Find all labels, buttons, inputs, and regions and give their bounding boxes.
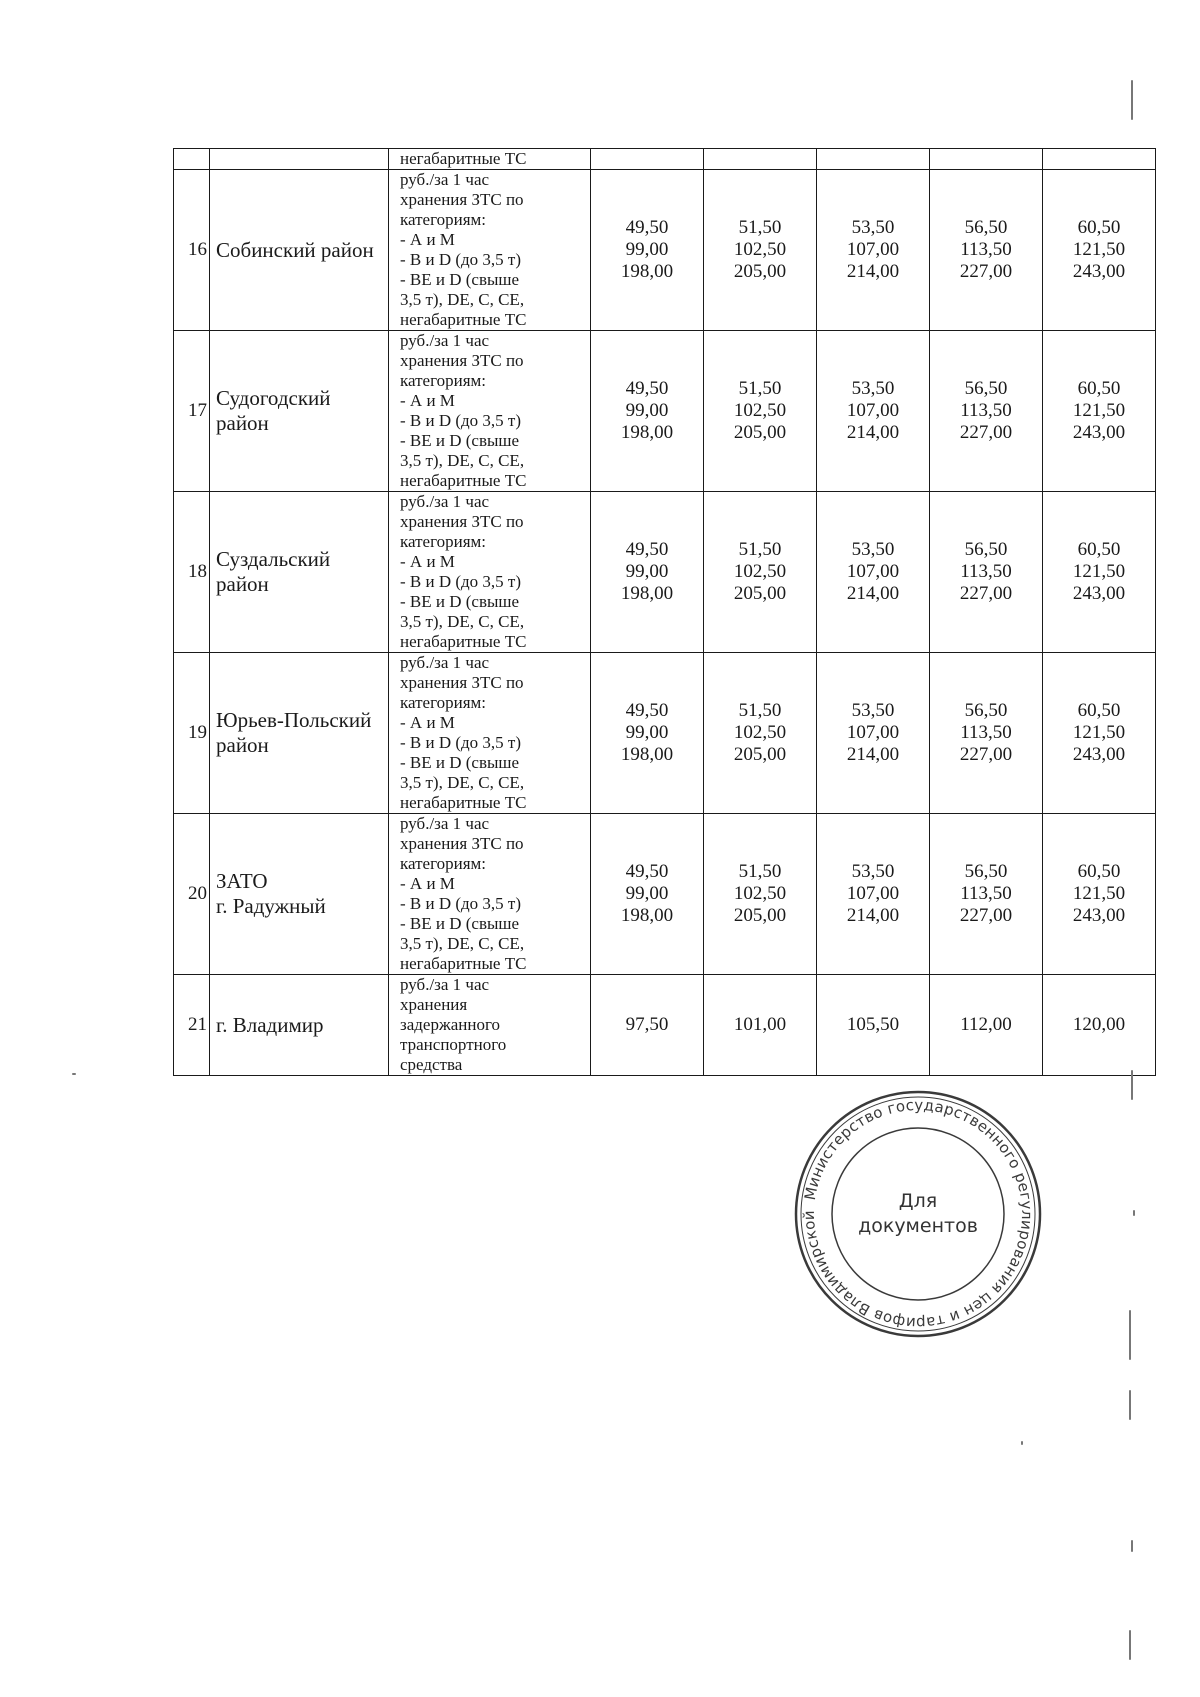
price-value: 107,00 xyxy=(846,561,900,582)
unit-line: хранения ЗТС по xyxy=(400,673,524,692)
price-value: 51,50 xyxy=(738,861,782,882)
district-name-line: г. Владимир xyxy=(216,1012,324,1037)
scan-speck xyxy=(1131,80,1133,120)
price-value: 99,00 xyxy=(625,239,669,260)
unit-line: - ВЕ и D (свыше xyxy=(400,270,520,289)
price-value: 99,00 xyxy=(625,883,669,904)
unit-line: хранения xyxy=(400,995,468,1014)
value-cell xyxy=(591,331,704,492)
price-value: 113,50 xyxy=(960,561,1012,582)
unit-line: задержанного xyxy=(400,1015,500,1034)
value-cell xyxy=(1043,653,1156,814)
unit-line: руб./за 1 час xyxy=(400,975,490,994)
price-value: 227,00 xyxy=(959,744,1013,765)
value-cell xyxy=(817,653,930,814)
price-value: 56,50 xyxy=(964,217,1008,238)
unit-line: транспортного xyxy=(400,1035,507,1054)
unit-line: негабаритные ТС xyxy=(400,471,527,490)
unit-line: - А и М xyxy=(400,552,455,571)
price-value: 102,50 xyxy=(733,239,787,260)
price-value: 227,00 xyxy=(959,261,1013,282)
stamp-ring-text: Министерство государственного регулирования цен и тарифов Владимирской xyxy=(799,1095,1037,1333)
row-number-cell: 16 xyxy=(174,170,210,331)
tariff-table xyxy=(173,148,1156,1076)
unit-line: руб./за 1 час xyxy=(400,814,490,833)
scan-speck xyxy=(1131,1070,1133,1100)
scan-speck xyxy=(72,1073,76,1075)
unit-line: категориям: xyxy=(400,210,487,229)
unit-line: руб./за 1 час xyxy=(400,170,490,189)
row-number-cell: 19 xyxy=(174,653,210,814)
price-value: 243,00 xyxy=(1072,422,1126,443)
price-value: 99,00 xyxy=(625,561,669,582)
district-cell xyxy=(210,492,389,653)
unit-line: - В и D (до 3,5 т) xyxy=(400,894,522,913)
stamp-center-text xyxy=(793,1189,1043,1239)
unit-line: руб./за 1 час xyxy=(400,492,490,511)
district-name-line: район xyxy=(216,572,269,596)
unit-cell xyxy=(389,814,591,975)
price-value: 107,00 xyxy=(846,722,900,743)
official-stamp xyxy=(793,1089,1043,1339)
unit-line: негабаритные ТС xyxy=(400,632,527,651)
price-value: 120,00 xyxy=(1072,1014,1126,1035)
value-cell xyxy=(930,975,1043,1076)
price-value: 243,00 xyxy=(1072,583,1126,604)
district-cell xyxy=(210,331,389,492)
price-value: 51,50 xyxy=(738,539,782,560)
price-value: 113,50 xyxy=(960,883,1012,904)
unit-line: средства xyxy=(400,1055,463,1074)
price-value: 102,50 xyxy=(733,883,787,904)
price-value: 105,50 xyxy=(846,1014,900,1035)
unit-line: - А и М xyxy=(400,874,455,893)
unit-cell xyxy=(389,149,591,170)
value-cell xyxy=(817,149,930,170)
unit-line: хранения ЗТС по xyxy=(400,190,524,209)
value-cell xyxy=(930,814,1043,975)
scan-speck xyxy=(1129,1390,1131,1420)
unit-line: - В и D (до 3,5 т) xyxy=(400,572,522,591)
unit-line: - А и М xyxy=(400,713,455,732)
unit-line: хранения ЗТС по xyxy=(400,834,524,853)
price-value: 49,50 xyxy=(625,217,669,238)
unit-line: - А и М xyxy=(400,230,455,249)
unit-line: 3,5 т), DE, C, CE, xyxy=(400,934,525,953)
price-value: 214,00 xyxy=(846,905,900,926)
value-cell xyxy=(817,492,930,653)
price-value: 205,00 xyxy=(733,905,787,926)
unit-line: руб./за 1 час xyxy=(400,653,490,672)
price-value: 56,50 xyxy=(964,539,1008,560)
unit-line: - ВЕ и D (свыше xyxy=(400,592,520,611)
value-cell xyxy=(817,331,930,492)
district-name-line: Юрьев-Польский xyxy=(216,708,372,732)
price-value: 227,00 xyxy=(959,583,1013,604)
table-row xyxy=(174,492,1156,653)
price-value: 99,00 xyxy=(625,400,669,421)
unit-line: категориям: xyxy=(400,693,487,712)
district-cell xyxy=(210,653,389,814)
unit-cell xyxy=(389,975,591,1076)
row-number-cell xyxy=(174,149,210,170)
price-value: 107,00 xyxy=(846,400,900,421)
unit-cell xyxy=(389,492,591,653)
value-cell xyxy=(1043,149,1156,170)
value-cell xyxy=(591,653,704,814)
table-row xyxy=(174,975,1156,1076)
value-cell xyxy=(1043,170,1156,331)
value-cell xyxy=(930,331,1043,492)
price-value: 60,50 xyxy=(1077,700,1121,721)
price-value: 214,00 xyxy=(846,422,900,443)
price-value: 243,00 xyxy=(1072,744,1126,765)
district-name-line: ЗАТО xyxy=(216,869,268,893)
value-cell xyxy=(817,975,930,1076)
value-cell xyxy=(817,170,930,331)
price-value: 56,50 xyxy=(964,700,1008,721)
price-value: 51,50 xyxy=(738,217,782,238)
price-value: 113,50 xyxy=(960,400,1012,421)
value-cell xyxy=(1043,975,1156,1076)
price-value: 107,00 xyxy=(846,883,900,904)
row-number-cell: 18 xyxy=(174,492,210,653)
price-value: 60,50 xyxy=(1077,539,1121,560)
price-value: 205,00 xyxy=(733,422,787,443)
district-name-line: Суздальский xyxy=(216,547,331,571)
scan-speck xyxy=(1129,1630,1131,1660)
price-value: 198,00 xyxy=(620,422,674,443)
district-cell xyxy=(210,170,389,331)
price-value: 205,00 xyxy=(733,744,787,765)
scan-speck xyxy=(1021,1441,1023,1445)
district-name-line: район xyxy=(216,733,269,757)
value-cell xyxy=(591,170,704,331)
value-cell xyxy=(704,814,817,975)
price-value: 102,50 xyxy=(733,400,787,421)
price-value: 107,00 xyxy=(846,239,900,260)
price-value: 53,50 xyxy=(851,700,895,721)
scan-speck xyxy=(1133,1210,1135,1216)
unit-line: - В и D (до 3,5 т) xyxy=(400,411,522,430)
price-value: 121,50 xyxy=(1072,400,1126,421)
price-value: 49,50 xyxy=(625,700,669,721)
row-number-cell: 17 xyxy=(174,331,210,492)
table-row xyxy=(174,814,1156,975)
value-cell xyxy=(930,149,1043,170)
price-value: 121,50 xyxy=(1072,722,1126,743)
row-number-cell: 21 xyxy=(174,975,210,1076)
price-value: 102,50 xyxy=(733,722,787,743)
price-value: 113,50 xyxy=(960,722,1012,743)
value-cell xyxy=(704,653,817,814)
value-cell xyxy=(591,492,704,653)
price-value: 60,50 xyxy=(1077,378,1121,399)
unit-line: руб./за 1 час xyxy=(400,331,490,350)
price-value: 214,00 xyxy=(846,261,900,282)
value-cell xyxy=(591,149,704,170)
price-value: 56,50 xyxy=(964,861,1008,882)
price-value: 97,50 xyxy=(625,1014,669,1035)
value-cell xyxy=(704,331,817,492)
price-value: 214,00 xyxy=(846,583,900,604)
value-cell xyxy=(704,149,817,170)
unit-line: негабаритные ТС xyxy=(400,954,527,973)
price-value: 121,50 xyxy=(1072,883,1126,904)
price-value: 198,00 xyxy=(620,583,674,604)
price-value: 51,50 xyxy=(738,700,782,721)
district-name-line: Судогодский xyxy=(216,386,331,410)
district-cell xyxy=(210,975,389,1076)
unit-line: негабаритные ТС xyxy=(400,149,527,168)
price-value: 113,50 xyxy=(960,239,1012,260)
stamp-line: Для xyxy=(898,1190,938,1212)
price-value: 121,50 xyxy=(1072,561,1126,582)
unit-line: 3,5 т), DE, C, CE, xyxy=(400,612,525,631)
unit-line: негабаритные ТС xyxy=(400,310,527,329)
unit-line: негабаритные ТС xyxy=(400,793,527,812)
unit-line: - В и D (до 3,5 т) xyxy=(400,250,522,269)
price-value: 56,50 xyxy=(964,378,1008,399)
unit-line: 3,5 т), DE, C, CE, xyxy=(400,290,525,309)
price-value: 53,50 xyxy=(851,539,895,560)
stamp-line: документов xyxy=(858,1215,978,1237)
unit-line: категориям: xyxy=(400,371,487,390)
value-cell xyxy=(704,170,817,331)
unit-cell xyxy=(389,331,591,492)
price-value: 214,00 xyxy=(846,744,900,765)
price-value: 112,00 xyxy=(960,1014,1012,1035)
price-value: 227,00 xyxy=(959,422,1013,443)
table-row xyxy=(174,170,1156,331)
price-value: 51,50 xyxy=(738,378,782,399)
value-cell xyxy=(930,170,1043,331)
tariff-table-body xyxy=(174,149,1156,1076)
value-cell xyxy=(817,814,930,975)
price-value: 60,50 xyxy=(1077,861,1121,882)
unit-line: - ВЕ и D (свыше xyxy=(400,914,520,933)
value-cell xyxy=(591,814,704,975)
unit-line: 3,5 т), DE, C, CE, xyxy=(400,773,525,792)
table-row xyxy=(174,331,1156,492)
value-cell xyxy=(704,492,817,653)
price-value: 198,00 xyxy=(620,261,674,282)
unit-cell xyxy=(389,170,591,331)
district-name-line: г. Радужный xyxy=(216,894,326,918)
price-value: 227,00 xyxy=(959,905,1013,926)
price-value: 101,00 xyxy=(733,1014,787,1035)
unit-line: - ВЕ и D (свыше xyxy=(400,431,520,450)
row-number-cell: 20 xyxy=(174,814,210,975)
unit-line: - А и М xyxy=(400,391,455,410)
price-value: 243,00 xyxy=(1072,905,1126,926)
price-value: 99,00 xyxy=(625,722,669,743)
price-value: 53,50 xyxy=(851,217,895,238)
table-row-continuation xyxy=(174,149,1156,170)
value-cell xyxy=(704,975,817,1076)
unit-line: хранения ЗТС по xyxy=(400,351,524,370)
value-cell xyxy=(1043,492,1156,653)
district-cell xyxy=(210,814,389,975)
district-cell xyxy=(210,149,389,170)
unit-line: 3,5 т), DE, C, CE, xyxy=(400,451,525,470)
price-value: 102,50 xyxy=(733,561,787,582)
unit-line: - В и D (до 3,5 т) xyxy=(400,733,522,752)
price-value: 49,50 xyxy=(625,539,669,560)
unit-line: - ВЕ и D (свыше xyxy=(400,753,520,772)
value-cell xyxy=(930,653,1043,814)
unit-line: категориям: xyxy=(400,532,487,551)
district-name-line: район xyxy=(216,411,269,435)
scan-speck xyxy=(1131,1540,1133,1552)
unit-line: хранения ЗТС по xyxy=(400,512,524,531)
price-value: 121,50 xyxy=(1072,239,1126,260)
unit-line: категориям: xyxy=(400,854,487,873)
price-value: 243,00 xyxy=(1072,261,1126,282)
scan-speck xyxy=(1129,1310,1131,1360)
value-cell xyxy=(930,492,1043,653)
price-value: 49,50 xyxy=(625,861,669,882)
unit-cell xyxy=(389,653,591,814)
table-row xyxy=(174,653,1156,814)
price-value: 60,50 xyxy=(1077,217,1121,238)
price-value: 198,00 xyxy=(620,744,674,765)
value-cell xyxy=(591,975,704,1076)
price-value: 53,50 xyxy=(851,861,895,882)
price-value: 53,50 xyxy=(851,378,895,399)
value-cell xyxy=(1043,331,1156,492)
price-value: 205,00 xyxy=(733,583,787,604)
price-value: 205,00 xyxy=(733,261,787,282)
price-value: 198,00 xyxy=(620,905,674,926)
district-name-line: Собинский район xyxy=(216,237,374,262)
price-value: 49,50 xyxy=(625,378,669,399)
value-cell xyxy=(1043,814,1156,975)
